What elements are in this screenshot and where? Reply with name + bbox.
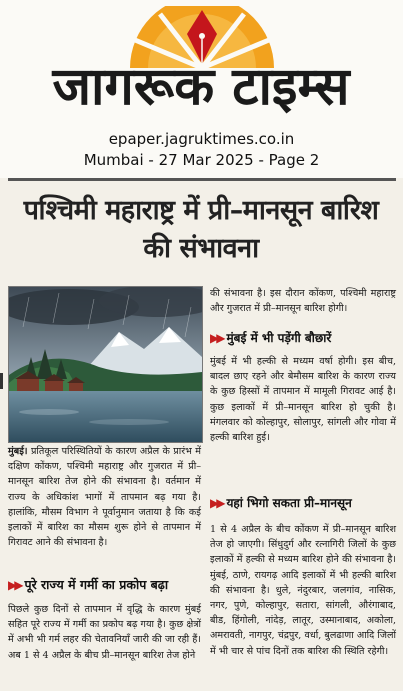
- mumbai-paragraph: मुंबई में भी हल्की से मध्यम वर्षा होगी। इस बीच, बादल छाए रहने और बेमौसम बारिश के कारण राज्य के कुछ हिस्सों में तापमान में मामूली गिरावट आई है। कुछ इलाकों में प्री–मानसून बारिश हो चुकी है। मंगलवार को कोल्हापुर, सोलापुर, सांगली और गोवा में हल्की बारिश हुई।: [210, 356, 396, 444]
- subhead-premonsoon-text: यहां भिगो सकता प्री–मानसून: [226, 496, 352, 510]
- subhead-heat-text: पूरे राज्य में गर्मी का प्रकोप बढ़ा: [24, 577, 169, 592]
- subhead-heat: [8, 576, 201, 593]
- article-photo: [8, 286, 203, 443]
- masthead: [0, 0, 403, 178]
- heat-paragraph: पिछले कुछ दिनों से तापमान में वृद्धि के कारण मुंबई सहित पूरे राज्य में गर्मी का प्रकोप बढ़ गया है। कुछ क्षेत्रों में अभी भी गर्म लहर की चेतावनियाँ जारी की जा रही हैं। अब 1 से 4 अप्रैल के बीच प्री–मानसून बारिश तेज होने: [8, 604, 201, 661]
- intro-paragraph: प्रतिकूल परिस्थितियों के कारण अप्रैल के प्रारंभ में दक्षिण कोंकण, पश्चिमी महाराष्ट्र और गुजरात में प्री–मानसून बारिश तेज होने की संभावना है। वर्तमान में राज्य के अधिकांश भागों में तापमान बढ़ गया है। हालांकि, मौसम विभाग ने पूर्वानुमान जताया है कि कई इलाकों में बारिश का मौसम शुरू होने से तापमान में गिरावट आने की संभावना है।: [8, 446, 201, 549]
- article-body-continued: [210, 286, 396, 316]
- double-chevron-icon: ▶▶: [210, 330, 223, 345]
- edition-date-line: Mumbai - 27 Mar 2025 - Page 2: [83, 151, 320, 169]
- svg-text:जागरूक टाइम्स: जागरूक टाइम्स: [52, 57, 350, 116]
- margin-mark: [0, 373, 3, 389]
- article-headline: पश्चिमी महाराष्ट्र में प्री–मानसून बारिश की संभावना: [23, 195, 379, 264]
- article-body-heat: [8, 602, 201, 663]
- dateline: मुंबई।: [8, 446, 28, 457]
- subhead-mumbai-text: मुंबई में भी पड़ेंगी बौछारें: [226, 331, 332, 345]
- subhead-mumbai: [210, 329, 396, 346]
- article-body-mumbai: [210, 354, 396, 445]
- article-body-premonsoon: [210, 522, 396, 659]
- newspaper-page: [0, 178, 403, 691]
- edition-info: [0, 130, 403, 170]
- continued-paragraph: की संभावना है। इस दौरान कोंकण, पश्चिमी महाराष्ट्र और गुजरात में प्री–मानसून बारिश होगी।: [210, 288, 396, 315]
- premonsoon-paragraph: 1 से 4 अप्रैल के बीच कोंकण में प्री–मानसून बारिश तेज हो जाएगी। सिंधुदुर्ग और रत्नागिरी जिलों के कुछ इलाकों में हल्की से मध्यम बारिश होने की संभावना है। मुंबई, ठाणे, रायगढ़ आदि इलाकों में भी हल्की बारिश की संभावना है। धुले, नंदुरबार, जलगांव, नासिक, नगर, पुणे, कोल्हापुर, सतारा, सांगली, औरंगाबाद, बीड, हिंगोली, नांदेड़, लातूर, उस्मानाबाद, अकोला, अमरावती, नागपुर, चंद्रपुर, वर्धा, बुलढाणा आदि जिलों में भी चार से पांच दिनों तक बारिश की स्थिति रहेगी।: [210, 524, 396, 657]
- article-body-intro: [8, 444, 201, 550]
- jagruk-times-logo: [10, 6, 393, 116]
- double-chevron-icon: ▶▶: [210, 495, 223, 510]
- double-chevron-icon: ▶▶: [8, 577, 21, 592]
- epaper-url: epaper.jagruktimes.co.in: [108, 130, 295, 148]
- subhead-premonsoon: [210, 494, 396, 511]
- top-divider: [8, 178, 396, 181]
